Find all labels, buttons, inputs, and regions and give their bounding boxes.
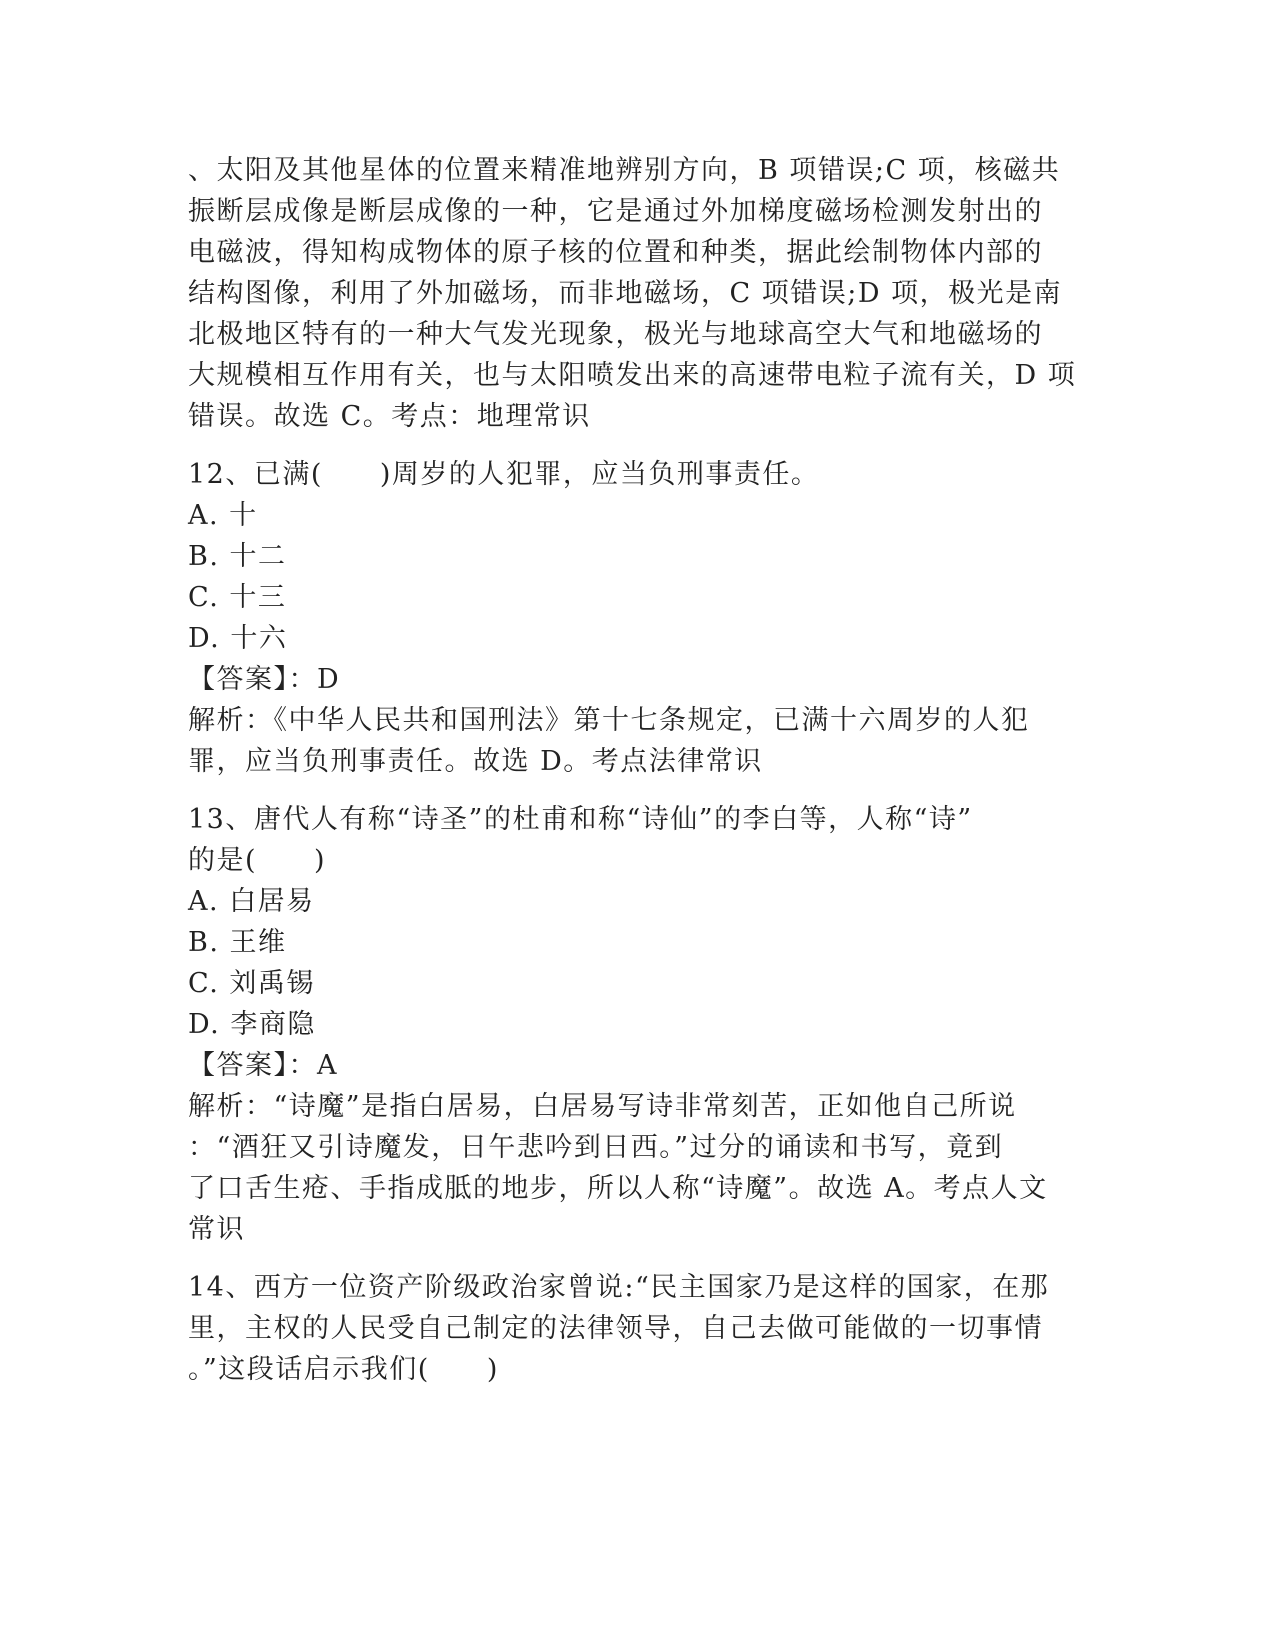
analysis-line: 常识 bbox=[188, 1214, 245, 1245]
text-line: 振断层成像是断层成像的一种，它是通过外加梯度磁场检测发射出的 bbox=[188, 196, 1043, 227]
paragraph-gap bbox=[188, 437, 1088, 454]
answer-line: 【答案】：D bbox=[188, 664, 341, 695]
question-text: 13、唐代人有称“诗圣”的杜甫和称“诗仙”的李白等，人称“诗” bbox=[188, 804, 973, 835]
text-line: 、太阳及其他星体的位置来精准地辨别方向，B 项错误;C 项，核磁共 bbox=[188, 155, 1061, 186]
question-text: 12、已满( )周岁的人犯罪，应当负刑事责任。 bbox=[188, 459, 820, 490]
question-text: 的是( ) bbox=[188, 845, 327, 876]
text-line: 电磁波，得知构成物体的原子核的位置和种类，据此绘制物体内部的 bbox=[188, 237, 1043, 268]
option-a: A. 十 bbox=[188, 500, 258, 531]
question-text: 里，主权的人民受自己制定的法律领导，自己去做可能做的一切事情 bbox=[188, 1313, 1043, 1344]
option-c: C. 刘禹锡 bbox=[188, 968, 315, 999]
analysis-line: ：“酒狂又引诗魔发，日午悲吟到日西。”过分的诵读和书写，竟到 bbox=[188, 1132, 1004, 1163]
option-c: C. 十三 bbox=[188, 582, 287, 613]
answer-line: 【答案】：A bbox=[188, 1050, 338, 1081]
option-b: B. 王维 bbox=[188, 927, 287, 958]
question-14 bbox=[188, 1267, 1088, 1390]
text-line: 北极地区特有的一种大气发光现象，极光与地球高空大气和地磁场的 bbox=[188, 319, 1043, 350]
text-line: 结构图像，利用了外加磁场，而非地磁场，C 项错误;D 项，极光是南 bbox=[188, 278, 1063, 309]
question-12 bbox=[188, 454, 1088, 782]
option-b: B. 十二 bbox=[188, 541, 287, 572]
question-13 bbox=[188, 799, 1088, 1250]
analysis-line: 了口舌生疮、手指成胝的地步，所以人称“诗魔”。故选 A。考点人文 bbox=[188, 1173, 1048, 1204]
option-a: A. 白居易 bbox=[188, 886, 315, 917]
option-d: D. 李商隐 bbox=[188, 1009, 316, 1040]
question-text: 。”这段话启示我们( ) bbox=[188, 1354, 499, 1385]
text-line: 错误。故选 C。考点：地理常识 bbox=[188, 401, 591, 432]
q11-analysis-continuation bbox=[188, 150, 1088, 437]
paragraph-gap bbox=[188, 782, 1088, 799]
analysis-line: 解析：《中华人民共和国刑法》第十七条规定，已满十六周岁的人犯 bbox=[188, 705, 1030, 736]
option-d: D. 十六 bbox=[188, 623, 288, 654]
text-line: 大规模相互作用有关，也与太阳喷发出来的高速带电粒子流有关，D 项 bbox=[188, 360, 1077, 391]
question-text: 14、西方一位资产阶级政治家曾说:“民主国家乃是这样的国家，在那 bbox=[188, 1272, 1050, 1303]
analysis-line: 解析：“诗魔”是指白居易，白居易写诗非常刻苦，正如他自己所说 bbox=[188, 1091, 1017, 1122]
analysis-line: 罪，应当负刑事责任。故选 D。考点法律常识 bbox=[188, 746, 763, 777]
paragraph-gap bbox=[188, 1250, 1088, 1267]
page-content bbox=[188, 150, 1088, 1390]
